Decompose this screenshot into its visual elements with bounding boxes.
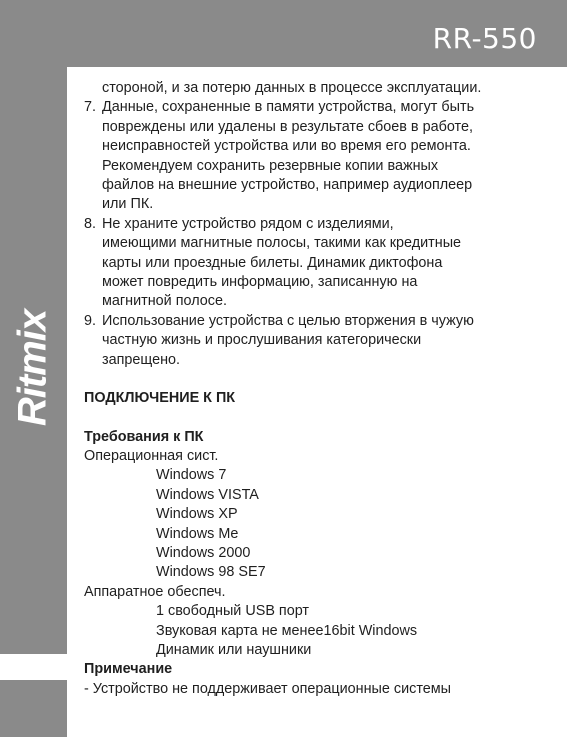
item-line: имеющими магнитные полосы, такими как кредитные	[102, 235, 462, 252]
spacer	[84, 370, 554, 389]
list-item-9	[84, 312, 554, 370]
side-bar-bottom	[0, 680, 67, 737]
item-line: Использование устройства с целью вторжения в чужую	[102, 312, 474, 329]
hw-item: Динамик или наушники	[156, 641, 312, 658]
os-item: Windows 98 SE7	[156, 564, 266, 581]
list-number: 8.	[84, 215, 97, 232]
note-text: - Устройство не поддерживает операционные системы	[84, 680, 451, 697]
document-body	[84, 79, 554, 699]
hw-item: Звуковая карта не менее16bit Windows	[156, 622, 418, 639]
item-line: частную жизнь и прослушивания категорически	[102, 332, 422, 349]
list-item-7	[84, 98, 554, 214]
spacer	[84, 409, 554, 428]
ritmix-logo: Ritmix	[10, 309, 55, 427]
item-line: запрещено.	[102, 351, 181, 368]
os-item: Windows 2000	[156, 544, 251, 561]
item-line: неисправностей устройства или во время его ремонта.	[102, 138, 471, 155]
item-line: Не храните устройство рядом с изделиями,	[102, 215, 394, 232]
intro-line: стороной, и за потерю данных в процессе эксплуатации.	[102, 80, 482, 96]
os-item: Windows 7	[156, 467, 227, 484]
item-line: файлов на внешние устройство, например аудиоплеер	[102, 177, 473, 194]
item-line: магнитной полосе.	[102, 293, 227, 310]
item-line: карты или проездные билеты. Динамик диктофона	[102, 254, 443, 271]
header-bar	[0, 0, 567, 67]
section-title: ПОДКЛЮЧЕНИЕ К ПК	[84, 390, 236, 407]
hw-item: 1 свободный USB порт	[156, 603, 309, 620]
os-label: Операционная сист.	[84, 447, 219, 464]
hw-label: Аппаратное обеспеч.	[84, 583, 226, 600]
os-item: Windows XP	[156, 506, 238, 523]
item-line: повреждены или удалены в результате сбоев в работе,	[102, 118, 473, 135]
os-item: Windows Me	[156, 525, 239, 542]
item-line: может повредить информацию, записанную на	[102, 274, 418, 291]
model-number: RR-550	[432, 22, 537, 55]
os-item: Windows VISTA	[156, 486, 259, 503]
item-line: Данные, сохраненные в памяти устройства, могут быть	[102, 99, 475, 116]
item-line: или ПК.	[102, 196, 154, 213]
item-line: Рекомендуем сохранить резервные копии важных	[102, 157, 439, 174]
requirements-title: Требования к ПК	[84, 428, 204, 445]
list-number: 7.	[84, 99, 97, 116]
list-item-8	[84, 215, 554, 312]
list-number: 9.	[84, 312, 97, 329]
note-title: Примечание	[84, 661, 173, 678]
